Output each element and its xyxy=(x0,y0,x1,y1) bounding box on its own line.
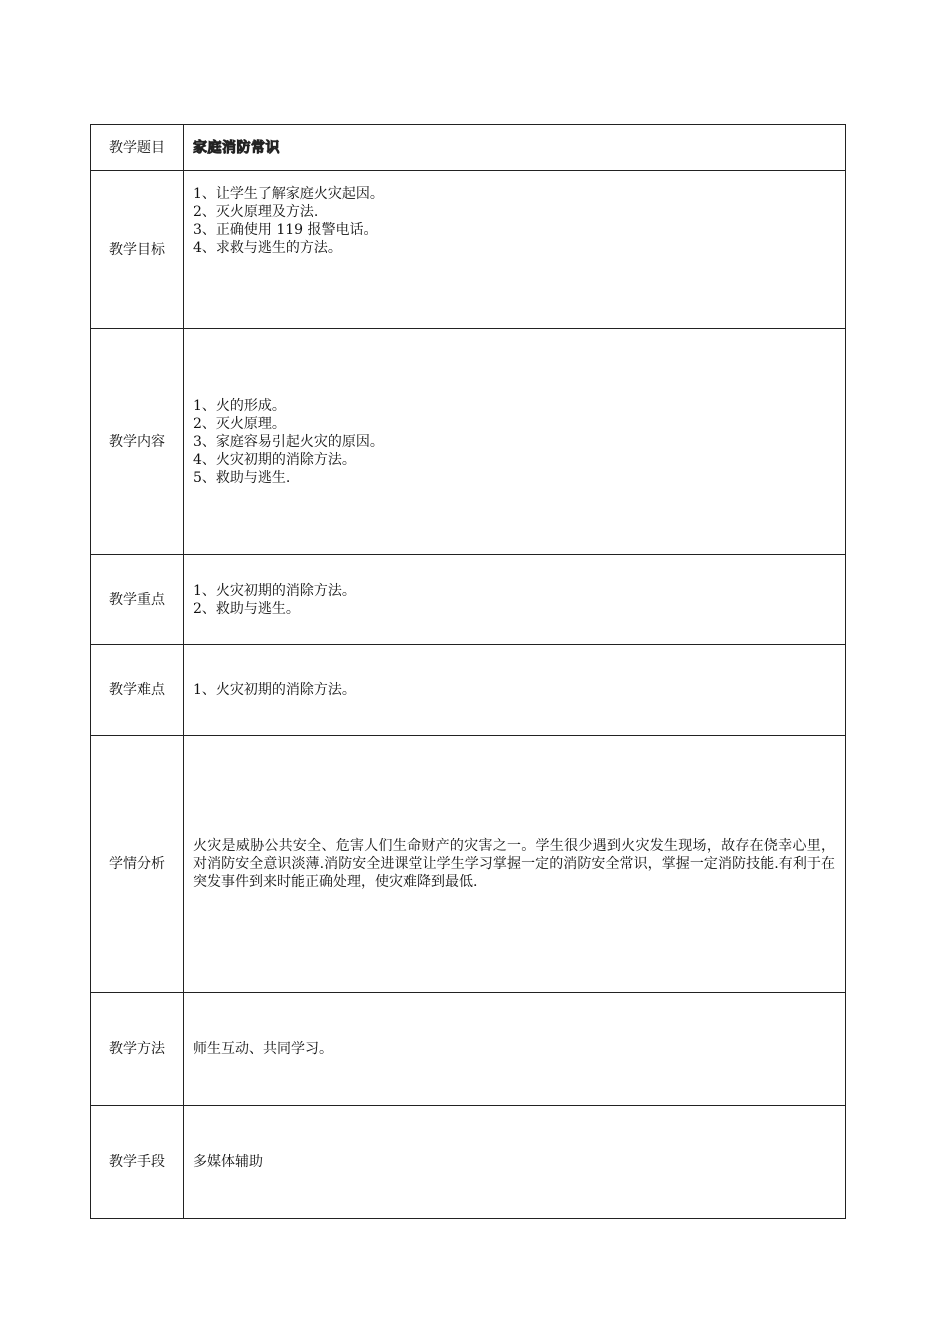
content-item: 2、灭火原理。 xyxy=(193,415,286,432)
lesson-plan-table xyxy=(90,124,846,1219)
row-key-points xyxy=(91,555,846,645)
means-text: 多媒体辅助 xyxy=(193,1154,263,1170)
label-key-points: 教学重点 xyxy=(91,555,184,645)
content-item: 3、家庭容易引起火灾的原因。 xyxy=(193,433,384,450)
row-objectives xyxy=(91,171,846,329)
content-topic xyxy=(184,125,846,171)
label-content: 教学内容 xyxy=(91,329,184,555)
content-item: 5、救助与逃生. xyxy=(193,469,291,486)
label-analysis: 学情分析 xyxy=(91,736,184,993)
difficulty-item: 1、火灾初期的消除方法。 xyxy=(193,682,356,698)
objective-item: 3、正确使用 119 报警电话。 xyxy=(193,222,378,238)
content-methods xyxy=(184,993,846,1106)
objective-item: 1、让学生了解家庭火灾起因。 xyxy=(193,186,384,202)
key-point-item: 2、救助与逃生。 xyxy=(193,600,300,617)
key-point-item: 1、火灾初期的消除方法。 xyxy=(193,582,356,599)
objective-item: 2、灭火原理及方法. xyxy=(193,204,319,220)
row-content xyxy=(91,329,846,555)
row-means xyxy=(91,1106,846,1219)
content-analysis xyxy=(184,736,846,993)
label-difficulties: 教学难点 xyxy=(91,645,184,736)
row-methods xyxy=(91,993,846,1106)
content-key-points xyxy=(184,555,846,645)
label-topic: 教学题目 xyxy=(91,125,184,171)
label-means: 教学手段 xyxy=(91,1106,184,1219)
label-objectives: 教学目标 xyxy=(91,171,184,329)
row-analysis xyxy=(91,736,846,993)
label-methods: 教学方法 xyxy=(91,993,184,1106)
analysis-paragraph: 火灾是威胁公共安全、危害人们生命财产的灾害之一。学生很少遇到火灾发生现场，故存在侥幸心里，对消防安全意识淡薄.消防安全进课堂让学生学习掌握一定的消防安全常识，掌握一定消防技能.有利于在突发事件到来时能正确处理，使灾难降到最低. xyxy=(193,838,835,890)
content-difficulties xyxy=(184,645,846,736)
content-item: 4、火灾初期的消除方法。 xyxy=(193,451,356,468)
content-item: 1、火的形成。 xyxy=(193,397,286,414)
content-content xyxy=(184,329,846,555)
content-means xyxy=(184,1106,846,1219)
lesson-title: 家庭消防常识 xyxy=(193,139,280,156)
methods-text: 师生互动、共同学习。 xyxy=(193,1041,333,1057)
objective-item: 4、求救与逃生的方法。 xyxy=(193,240,342,256)
row-topic xyxy=(91,125,846,171)
content-objectives xyxy=(184,171,846,329)
row-difficulties xyxy=(91,645,846,736)
